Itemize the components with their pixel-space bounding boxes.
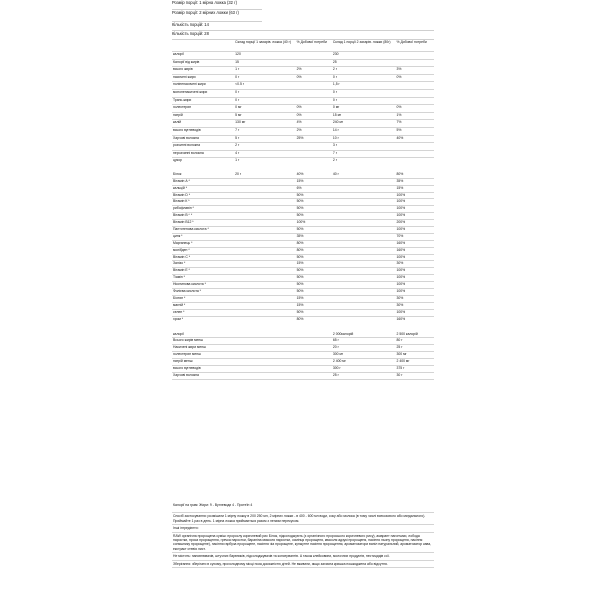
- table-cell: Залізо *: [172, 261, 234, 268]
- table-cell: [234, 345, 295, 352]
- table-cell: [234, 295, 295, 302]
- table-cell: [396, 150, 435, 158]
- table-row: [172, 220, 434, 227]
- table-cell: 40 г: [332, 168, 396, 178]
- table-cell: 160%: [396, 316, 435, 327]
- free-from-text: Не містить: наповнювачів, штучних барвників, підсолоджувачів та консервантів. А також клейковини, молочних продуктів, пестицидів сої.: [172, 553, 434, 560]
- calories-per-gram: Калорії на грам: Жири: 9 - Вуглеводи 4 - Протеїн 4: [172, 502, 434, 513]
- column-header: % Добової потреби: [396, 40, 435, 52]
- table-row: [172, 247, 434, 254]
- table-cell: 50%: [296, 254, 332, 261]
- table-cell: [332, 261, 396, 268]
- table-cell: [234, 247, 295, 254]
- table-cell: [296, 150, 332, 158]
- table-cell: [296, 89, 332, 97]
- table-cell: [234, 359, 295, 366]
- table-cell: [332, 178, 396, 185]
- table-cell: 6%: [296, 185, 332, 192]
- table-cell: [296, 97, 332, 105]
- table-cell: [296, 52, 332, 60]
- table-cell: 7 г: [332, 150, 396, 158]
- table-cell: 30 г: [396, 372, 435, 379]
- column-header: Склад порції 1 захарів. ложка (40 г): [234, 40, 295, 52]
- table-row: [172, 240, 434, 247]
- table-cell: [234, 261, 295, 268]
- table-cell: всього вуглеводів: [172, 127, 234, 135]
- table-cell: 15 мг: [332, 112, 396, 120]
- table-cell: 2 000калорій: [332, 327, 396, 338]
- table-row: [172, 213, 434, 220]
- table-cell: мононенасичені жири: [172, 89, 234, 97]
- table-cell: [332, 254, 396, 261]
- table-row: [172, 365, 434, 372]
- table-cell: 20 г: [234, 168, 295, 178]
- table-cell: [234, 327, 295, 338]
- table-cell: Тіамін *: [172, 275, 234, 282]
- table-cell: 0 г: [234, 74, 295, 82]
- table-cell: 100%: [396, 268, 435, 275]
- table-cell: 1 г: [234, 67, 295, 75]
- table-row: [172, 372, 434, 379]
- table-cell: [234, 213, 295, 220]
- table-cell: Харчові волокна: [172, 135, 234, 143]
- table-cell: Пантотенова кислота *: [172, 227, 234, 234]
- table-row: [172, 268, 434, 275]
- table-cell: Калорії від жирів: [172, 59, 234, 67]
- table-cell: [396, 82, 435, 90]
- table-cell: 80%: [296, 247, 332, 254]
- table-row: [172, 82, 434, 90]
- table-cell: 2 г: [332, 67, 396, 75]
- table-cell: <0.5 г: [234, 82, 295, 90]
- table-cell: калій: [172, 120, 234, 128]
- table-row: [172, 127, 434, 135]
- table-cell: 14 г: [332, 127, 396, 135]
- table-cell: [396, 89, 435, 97]
- table-row: [172, 352, 434, 359]
- table-cell: всього жирів: [172, 67, 234, 75]
- table-cell: [396, 52, 435, 60]
- table-cell: холестерин менш: [172, 352, 234, 359]
- table-cell: цукор: [172, 158, 234, 169]
- serving-size-1: Розмір порції: 1 мірна ложка (32 г): [172, 0, 262, 10]
- table-cell: 25: [332, 59, 396, 67]
- table-cell: 5 мг: [234, 112, 295, 120]
- table-cell: 50%: [296, 282, 332, 289]
- table-row: [172, 74, 434, 82]
- table-cell: рибофлавін *: [172, 206, 234, 213]
- table-row: [172, 295, 434, 302]
- table-cell: [296, 352, 332, 359]
- table-cell: 15%: [296, 261, 332, 268]
- table-cell: [396, 97, 435, 105]
- table-cell: Насичені жири менш: [172, 345, 234, 352]
- table-cell: [234, 199, 295, 206]
- table-cell: [332, 233, 396, 240]
- table-cell: 30%: [396, 261, 435, 268]
- table-cell: Біотин *: [172, 295, 234, 302]
- table-row: [172, 168, 434, 178]
- table-cell: [296, 59, 332, 67]
- table-cell: 300 г: [332, 365, 396, 372]
- table-cell: 130 мг: [234, 120, 295, 128]
- storage-text: Зберігання: зберігати в сухому, прохолодному місці поза досяжністю дітей. Не вживати, якщо захисна кришка пошкоджена або відсутня.: [172, 561, 434, 568]
- table-cell: 2%: [296, 127, 332, 135]
- table-cell: [296, 143, 332, 151]
- table-cell: 0%: [296, 105, 332, 113]
- table-row: [172, 135, 434, 143]
- table-cell: 0%: [396, 74, 435, 82]
- table-cell: 15%: [296, 295, 332, 302]
- table-row: [172, 359, 434, 366]
- table-cell: 1 г: [234, 158, 295, 169]
- table-cell: 100%: [396, 199, 435, 206]
- table-cell: 240 мг: [332, 120, 396, 128]
- column-header: Склад 1 порції 2 захарів. ложки (80г): [332, 40, 396, 52]
- table-cell: 80 г: [396, 338, 435, 345]
- table-cell: Вітамін В ⁶ *: [172, 213, 234, 220]
- table-cell: молібден *: [172, 247, 234, 254]
- table-cell: [234, 227, 295, 234]
- table-cell: [234, 192, 295, 199]
- table-row: [172, 206, 434, 213]
- table-cell: Вітамін D *: [172, 192, 234, 199]
- table-cell: 65 г: [332, 338, 396, 345]
- ingredients-title: Інші інгредієнти:: [172, 525, 434, 532]
- table-row: [172, 158, 434, 169]
- table-cell: [234, 240, 295, 247]
- table-cell: [332, 199, 396, 206]
- table-row: [172, 338, 434, 345]
- table-cell: 5 г: [234, 135, 295, 143]
- table-cell: [332, 302, 396, 309]
- table-cell: [234, 254, 295, 261]
- table-cell: 1,5 г: [332, 82, 396, 90]
- servings-count-1: Кількість порцій: 14: [172, 22, 434, 31]
- table-cell: 40%: [396, 135, 435, 143]
- table-cell: 120: [234, 52, 295, 60]
- table-cell: 7 г: [234, 127, 295, 135]
- table-cell: 50%: [296, 289, 332, 296]
- table-cell: [234, 268, 295, 275]
- table-cell: [234, 316, 295, 327]
- table-cell: натрій менш: [172, 359, 234, 366]
- table-cell: 15%: [296, 302, 332, 309]
- table-cell: [234, 275, 295, 282]
- table-row: [172, 150, 434, 158]
- table-cell: Вітамін С *: [172, 254, 234, 261]
- table-cell: Вітамін К *: [172, 199, 234, 206]
- table-cell: [332, 213, 396, 220]
- ingredients-text: RAW органічна пророщена суміш: пророслу коричневий рис Білок, підсолоджують (з органічного проросшого коричневого рису), амарант пагончики, лобода паростки, проса пророщення, гречка паростки, бараніна квасоля паростки, осмінця пророщеня, квасоля адзукі пророщеня, насіння льону пророщеня, насіння соняшнику пророщене), насіння гарбуза пророщене, насіння чіа пророщене, кунжутне насіння пророщення, ароматизатори ваніл натуральний, ароматизатор кава, екстракт стевія лист.: [172, 533, 434, 554]
- table-cell: холестерин: [172, 105, 234, 113]
- table-cell: 25 г: [396, 345, 435, 352]
- table-cell: 2 400 мг: [396, 359, 435, 366]
- table-cell: 80%: [296, 240, 332, 247]
- table-cell: [234, 352, 295, 359]
- table-row: [172, 316, 434, 327]
- table-cell: нерозчинні волокна: [172, 150, 234, 158]
- table-cell: [234, 282, 295, 289]
- table-cell: [296, 82, 332, 90]
- table-row: [172, 199, 434, 206]
- table-cell: 15%: [296, 178, 332, 185]
- table-cell: Харчові волокна: [172, 372, 234, 379]
- table-cell: [234, 185, 295, 192]
- table-cell: 100%: [396, 192, 435, 199]
- table-cell: 2 г: [332, 158, 396, 169]
- usage-instructions: Спосіб застосування: розмішати 1 мірну ложку в 200 250 мл, 2 мірних ложки - в 400 - 600 мл води, соку або молока (в тому числі всекозового або мигдального). Приймайте 1 раз в день. 1 мірна ложка приймається разом з легким перекусом.: [172, 513, 434, 525]
- table-row: [172, 254, 434, 261]
- table-cell: 10 г: [332, 135, 396, 143]
- table-cell: магній *: [172, 302, 234, 309]
- table-cell: 300 мг: [332, 352, 396, 359]
- table-row: [172, 345, 434, 352]
- table-cell: [332, 206, 396, 213]
- table-row: [172, 261, 434, 268]
- table-cell: всього вуглеводів: [172, 365, 234, 372]
- table-cell: 0 г: [234, 97, 295, 105]
- table-cell: 35%: [396, 178, 435, 185]
- serving-info: [172, 0, 434, 40]
- table-cell: 35%: [296, 233, 332, 240]
- table-cell: 100%: [396, 282, 435, 289]
- footer-notes: [172, 502, 434, 568]
- table-cell: [296, 365, 332, 372]
- table-cell: калорії: [172, 327, 234, 338]
- table-cell: хром *: [172, 316, 234, 327]
- table-cell: 100%: [396, 289, 435, 296]
- table-row: [172, 178, 434, 185]
- table-cell: 0 мг: [234, 105, 295, 113]
- table-cell: [332, 268, 396, 275]
- table-cell: [234, 206, 295, 213]
- table-cell: [332, 247, 396, 254]
- table-row: [172, 52, 434, 60]
- table-cell: 0%: [396, 105, 435, 113]
- table-row: [172, 233, 434, 240]
- table-row: [172, 227, 434, 234]
- table-cell: 375 г: [396, 365, 435, 372]
- table-row: [172, 302, 434, 309]
- table-cell: 0%: [296, 112, 332, 120]
- table-cell: 1%: [396, 112, 435, 120]
- table-cell: кальцій *: [172, 185, 234, 192]
- table-cell: 100%: [396, 254, 435, 261]
- table-cell: Білок: [172, 168, 234, 178]
- table-cell: [234, 178, 295, 185]
- table-cell: [396, 158, 435, 169]
- table-row: [172, 282, 434, 289]
- table-row: [172, 289, 434, 296]
- table-cell: 50%: [296, 309, 332, 316]
- table-cell: 70%: [396, 233, 435, 240]
- table-cell: 4 г: [234, 150, 295, 158]
- table-row: [172, 89, 434, 97]
- table-cell: 0%: [296, 74, 332, 82]
- table-cell: Вітамін А *: [172, 178, 234, 185]
- table-cell: Всього жирів менш: [172, 338, 234, 345]
- table-cell: 0 г: [332, 89, 396, 97]
- table-cell: Вітамін В12 *: [172, 220, 234, 227]
- table-cell: 4%: [296, 120, 332, 128]
- table-cell: 5%: [396, 127, 435, 135]
- table-cell: [332, 309, 396, 316]
- table-cell: [234, 233, 295, 240]
- table-cell: 230: [332, 52, 396, 60]
- table-cell: [296, 158, 332, 169]
- table-cell: 100%: [396, 213, 435, 220]
- table-cell: 80%: [396, 168, 435, 178]
- table-cell: 100%: [396, 206, 435, 213]
- table-row: [172, 275, 434, 282]
- table-cell: [296, 338, 332, 345]
- table-cell: [234, 365, 295, 372]
- table-cell: [234, 289, 295, 296]
- table-cell: 2 500 калорій: [396, 327, 435, 338]
- table-cell: 25 г: [332, 372, 396, 379]
- table-cell: 50%: [296, 199, 332, 206]
- table-cell: калорії: [172, 52, 234, 60]
- table-cell: Нікотинова кислота *: [172, 282, 234, 289]
- table-cell: [332, 316, 396, 327]
- servings-count-2: Кількість порцій: 28: [172, 31, 434, 40]
- table-cell: насичені жири: [172, 74, 234, 82]
- table-cell: [296, 359, 332, 366]
- table-cell: [296, 345, 332, 352]
- table-row: [172, 192, 434, 199]
- table-cell: [396, 59, 435, 67]
- table-cell: 2 г: [234, 143, 295, 151]
- table-cell: 15: [234, 59, 295, 67]
- table-cell: [296, 372, 332, 379]
- table-cell: 40%: [296, 168, 332, 178]
- table-row: [172, 112, 434, 120]
- table-cell: натрій: [172, 112, 234, 120]
- column-header: % Добової потреби: [296, 40, 332, 52]
- table-cell: 50%: [296, 268, 332, 275]
- table-cell: [332, 295, 396, 302]
- table-cell: Марганець *: [172, 240, 234, 247]
- table-cell: 15%: [396, 185, 435, 192]
- table-cell: 30%: [396, 302, 435, 309]
- table-cell: 160%: [396, 240, 435, 247]
- table-cell: [296, 327, 332, 338]
- table-cell: 300 мг: [396, 352, 435, 359]
- table-cell: [396, 143, 435, 151]
- table-header-row: [172, 40, 434, 52]
- table-row: [172, 185, 434, 192]
- table-cell: [332, 275, 396, 282]
- table-cell: 20 г: [332, 345, 396, 352]
- table-cell: 0 г: [234, 89, 295, 97]
- table-cell: 100%: [396, 309, 435, 316]
- table-cell: розчинні волокна: [172, 143, 234, 151]
- table-cell: селен *: [172, 309, 234, 316]
- table-cell: [332, 240, 396, 247]
- table-cell: [234, 372, 295, 379]
- table-cell: 0 г: [332, 97, 396, 105]
- table-cell: 100%: [396, 275, 435, 282]
- table-cell: 3 г: [332, 143, 396, 151]
- table-cell: цинк *: [172, 233, 234, 240]
- table-cell: 50%: [296, 192, 332, 199]
- table-cell: 3%: [396, 67, 435, 75]
- table-row: [172, 59, 434, 67]
- table-cell: [332, 220, 396, 227]
- table-row: [172, 97, 434, 105]
- nutrition-document: [172, 0, 434, 380]
- table-cell: 160%: [396, 247, 435, 254]
- table-cell: [234, 309, 295, 316]
- table-cell: [234, 220, 295, 227]
- table-cell: [234, 302, 295, 309]
- table-cell: [234, 338, 295, 345]
- table-cell: 50%: [296, 227, 332, 234]
- table-cell: Фолієва кислота *: [172, 289, 234, 296]
- table-row: [172, 105, 434, 113]
- nutrition-table: [172, 40, 434, 380]
- table-row: [172, 120, 434, 128]
- table-row: [172, 67, 434, 75]
- table-cell: 2%: [296, 67, 332, 75]
- table-row: [172, 309, 434, 316]
- table-cell: 50%: [296, 206, 332, 213]
- table-cell: 25%: [296, 135, 332, 143]
- table-cell: 100%: [296, 220, 332, 227]
- table-cell: 50%: [296, 275, 332, 282]
- table-cell: Вітамін Е *: [172, 268, 234, 275]
- table-cell: [332, 289, 396, 296]
- table-row: [172, 327, 434, 338]
- table-cell: 30%: [396, 295, 435, 302]
- table-cell: 0 г: [332, 74, 396, 82]
- table-cell: [332, 282, 396, 289]
- table-cell: 80%: [296, 316, 332, 327]
- column-header: [172, 40, 234, 52]
- table-cell: 0 мг: [332, 105, 396, 113]
- table-cell: [332, 185, 396, 192]
- table-cell: поліненасичені жири: [172, 82, 234, 90]
- table-cell: 200%: [396, 220, 435, 227]
- table-cell: 50%: [296, 213, 332, 220]
- table-cell: 7%: [396, 120, 435, 128]
- table-cell: 2 400 мг: [332, 359, 396, 366]
- table-cell: [332, 192, 396, 199]
- table-row: [172, 143, 434, 151]
- serving-size-2: Розмір порції: 2 мірних ложки (63 г): [172, 10, 262, 22]
- table-cell: [332, 227, 396, 234]
- table-cell: 100%: [396, 227, 435, 234]
- table-cell: Транс-жири: [172, 97, 234, 105]
